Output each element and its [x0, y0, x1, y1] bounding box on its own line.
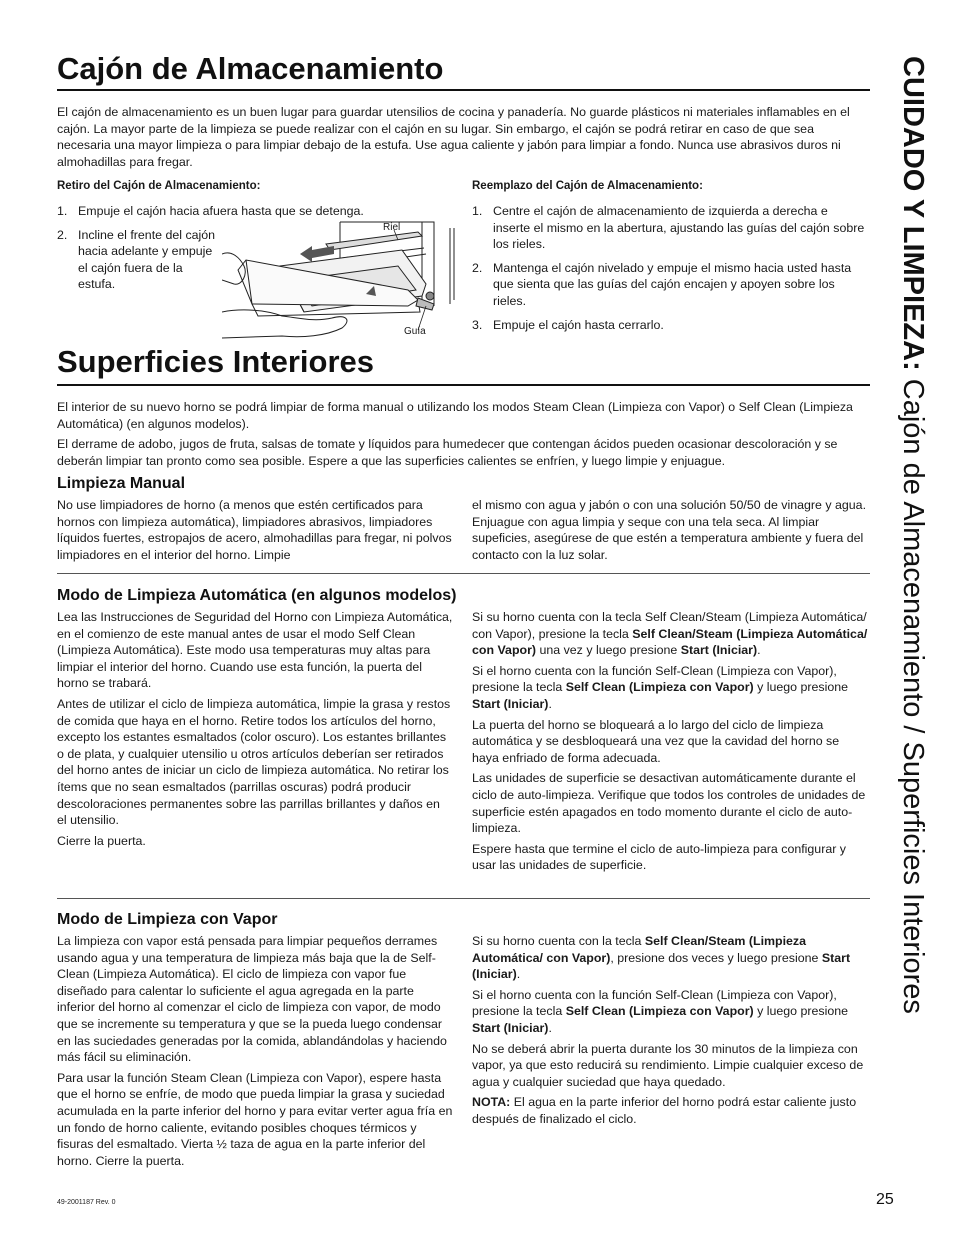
- selfclean-paragraph: Si el horno cuenta con la función Self-Clean (Limpieza con Vapor), presione la tecla Self Clean (Limpieza con Vapor) y luego presione Start (Iniciar).: [472, 663, 849, 711]
- selfclean-paragraph: Si su horno cuenta con la tecla Self Clean/Steam (Limpieza Automática/ con Vapor), presione la tecla Self Clean/Steam (Limpieza Automática/ con Vapor) una vez y luego presione Start (Iniciar).: [472, 610, 868, 658]
- steam-right: [472, 933, 868, 1132]
- selfclean-paragraph: Las unidades de superficie se desactivan automáticamente durante el ciclo de auto-limpieza. Verifique que todos los controles de unidades de superficie estén apagados en todo momento durante el ciclo de auto-limpieza.: [472, 771, 866, 836]
- title-rule: [57, 89, 870, 91]
- manual-text-left: No use limpiadores de horno (a menos que estén certificados para hornos con limpieza automática), limpiadores abrasivos, limpiadores líquidos fuertes, estropajos de acero, almohadillas para fregar, ni polvos limpiadores en el interior del horno. Limpie: [57, 498, 452, 562]
- replacement-step: [472, 203, 868, 253]
- steam-paragraph: Si el horno cuenta con la función Self-Clean (Limpieza con Vapor), presione la tecla Self Clean (Limpieza con Vapor) y luego presione Start (Iniciar).: [472, 987, 849, 1035]
- sidebar-heading: CUIDADO Y LIMPIEZA:: [897, 56, 929, 371]
- intro-paragraph: El interior de su nuevo horno se podrá limpiar de forma manual o utilizando los modos Steam Clean (Limpieza con Vapor) o Self Clean (Limpieza Automática) (en algunos modelos).: [57, 400, 853, 431]
- replacement-heading: Reemplazo del Cajón de Almacenamiento:: [472, 180, 703, 192]
- selfclean-paragraph: Espere hasta que termine el ciclo de auto-limpieza para configurar y usar las unidades de superficie.: [472, 841, 846, 873]
- page-number: 25: [876, 1191, 894, 1208]
- selfclean-right: [472, 609, 868, 878]
- steam-paragraph: Si su horno cuenta con la tecla Self Clean/Steam (Limpieza Automática/ con Vapor), presione dos veces y luego presione Start (Iniciar).: [472, 934, 851, 982]
- steam-left: [57, 933, 453, 1173]
- replacement-steps: [472, 203, 868, 340]
- steam-note: NOTA: El agua en la parte inferior del horno podrá estar caliente justo después de finalizado el ciclo.: [472, 1095, 857, 1126]
- interior-intro: [57, 399, 869, 473]
- steam-heading: Modo de Limpieza con Vapor: [57, 911, 278, 928]
- sidebar-text: [895, 56, 931, 1101]
- title-rule: [57, 384, 870, 386]
- drawer-intro: El cajón de almacenamiento es un buen lugar para guardar utensilios de cocina y panadería. No guarde plásticos ni materiales inflamables en el cajón. La mayor parte de la limpieza se puede realizar con el cajón en su lugar. Sin embargo, el cajón se podrá retirar en caso de que sea necesaria una mayor limpieza o para limpiar debajo de la estufa. Use agua caliente y jabón para limpiar a fondo. Nunca use abrasivos duros ni almohadillas para fregar.: [57, 105, 850, 169]
- replacement-step: [472, 317, 868, 334]
- selfclean-heading: Modo de Limpieza Automática (en algunos modelos): [57, 587, 457, 604]
- interior-title: Superficies Interiores: [57, 344, 375, 379]
- manual-heading: Limpieza Manual: [57, 475, 186, 492]
- step-number: 1.: [57, 204, 68, 218]
- step-number: 2.: [472, 260, 483, 275]
- label-rail: Riel: [383, 222, 401, 233]
- selfclean-paragraph: Cierre la puerta.: [57, 833, 146, 848]
- selfclean-paragraph: La puerta del horno se bloqueará a lo largo del ciclo de limpieza automática y se desbloqueará una vez que la cavidad del horno se haya enfriado de forma adecuada.: [472, 717, 840, 765]
- removal-heading: Retiro del Cajón de Almacenamiento:: [57, 180, 261, 192]
- section-sidebar: [895, 56, 931, 1101]
- sidebar-subtitle: Cajón de Almacenamiento / Superficies Interiores: [897, 370, 929, 1014]
- step-text: Empuje el cajón hacia afuera hasta que se detenga.: [78, 204, 364, 218]
- manual-text-right: el mismo con agua y jabón o con una solución 50/50 de vinagre y agua. Enjuague con agua limpia y seque con una tela seca. Al limpiar supeficies, asegúrese de que estén a temperatura ambiente y fuera del contacto con la luz solar.: [472, 498, 867, 562]
- intro-paragraph: El derrame de adobo, jugos de fruta, salsas de tomate y líquidos para humedecer que contengan ácidos pueden ocasionar descoloración y se deberán limpiar tan pronto como sea posible. Espere a que las superficies calientes se enfríen, y luego limpie y enjuague.: [57, 437, 838, 468]
- label-guide: Guía: [404, 326, 426, 337]
- drawer-title: Cajón de Almacenamiento: [57, 51, 444, 86]
- section-divider: [57, 573, 870, 574]
- step-text: Mantenga el cajón nivelado y empuje el mismo hacia usted hasta que sienta que las guías del cajón encajen y apoyen sobre los rieles.: [493, 260, 852, 308]
- steam-paragraph: La limpieza con vapor está pensada para limpiar pequeños derrames usando agua y una temperatura de limpieza más baja que la de Self-Clean (Limpieza Automática). El ciclo de limpieza con vapor fue diseñado para calentar lo suficiente el agua agregada en la parte inferior del horno al comenzar el ciclo de limpieza con vapor, de modo que se incremente su temperatura y que se la pueda luego condensar en las suciedades generadas por la comida, ablandándolas y haciendo más fácil su eliminación.: [57, 934, 447, 1065]
- selfclean-paragraph: Antes de utilizar el ciclo de limpieza automática, limpie la grasa y restos de comida que haya en el horno. Retire todos los artículos del horno, excepto los estantes esmaltados (color oscuro). Los estantes brillantes o de plata, y cualquier utensilio u otros artículos deberían ser retirados del horno antes de iniciar un ciclo de limpieza automática. No retirar los ítems que no sean esmaltados (parrillas oscuras) podrá producir descoloraciones permanentes sobre las parrillas brillantes y daños en el utensilio.: [57, 696, 451, 828]
- replacement-step: [472, 260, 868, 310]
- section-divider: [57, 898, 870, 899]
- step-number: 1.: [472, 204, 483, 218]
- document-code: 49-2001187 Rev. 0: [57, 1199, 116, 1206]
- steam-paragraph: Para usar la función Steam Clean (Limpieza con Vapor), espere hasta que el horno se enfríe, de modo que pueda limpiar la grasa y suciedad acumulada en la parte inferior del horno y para evitar verter agua fría en un fondo de horno caliente, evitando posibles choques térmicos y fisuras del esmaltado. Vierta ½ taza de agua en la parte inferior del horno. Cierre la puerta.: [57, 1070, 453, 1168]
- drawer-removal-illustration: [222, 214, 460, 340]
- step-number: 2.: [57, 227, 68, 242]
- selfclean-left: [57, 609, 453, 853]
- step-text: Empuje el cajón hasta cerrarlo.: [493, 317, 664, 332]
- steam-paragraph: No se deberá abrir la puerta durante los 30 minutos de la limpieza con vapor, ya que esto reducirá su rendimiento. Limpie cualquier exceso de agua y cualquier suciedad que haya quedado.: [472, 1041, 864, 1089]
- removal-steps: [57, 203, 364, 300]
- removal-step: [57, 227, 223, 293]
- step-text: Centre el cajón de almacenamiento de izquierda a derecha e inserte el mismo en la abertura, ajustando las guías del cajón sobre los rieles.: [493, 204, 865, 252]
- step-number: 3.: [472, 317, 483, 332]
- step-text: Incline el frente del cajón hacia adelante y empuje el cajón fuera de la estufa.: [78, 227, 216, 292]
- selfclean-paragraph: Lea las Instrucciones de Seguridad del Horno con Limpieza Automática, en el comienzo de este manual antes de usar el modo Self Clean (Limpieza Automática). Este modo usa temperaturas muy altas para limpiar el interior del horno. Cuando use esta función, la puerta del horno se trabará.: [57, 610, 453, 691]
